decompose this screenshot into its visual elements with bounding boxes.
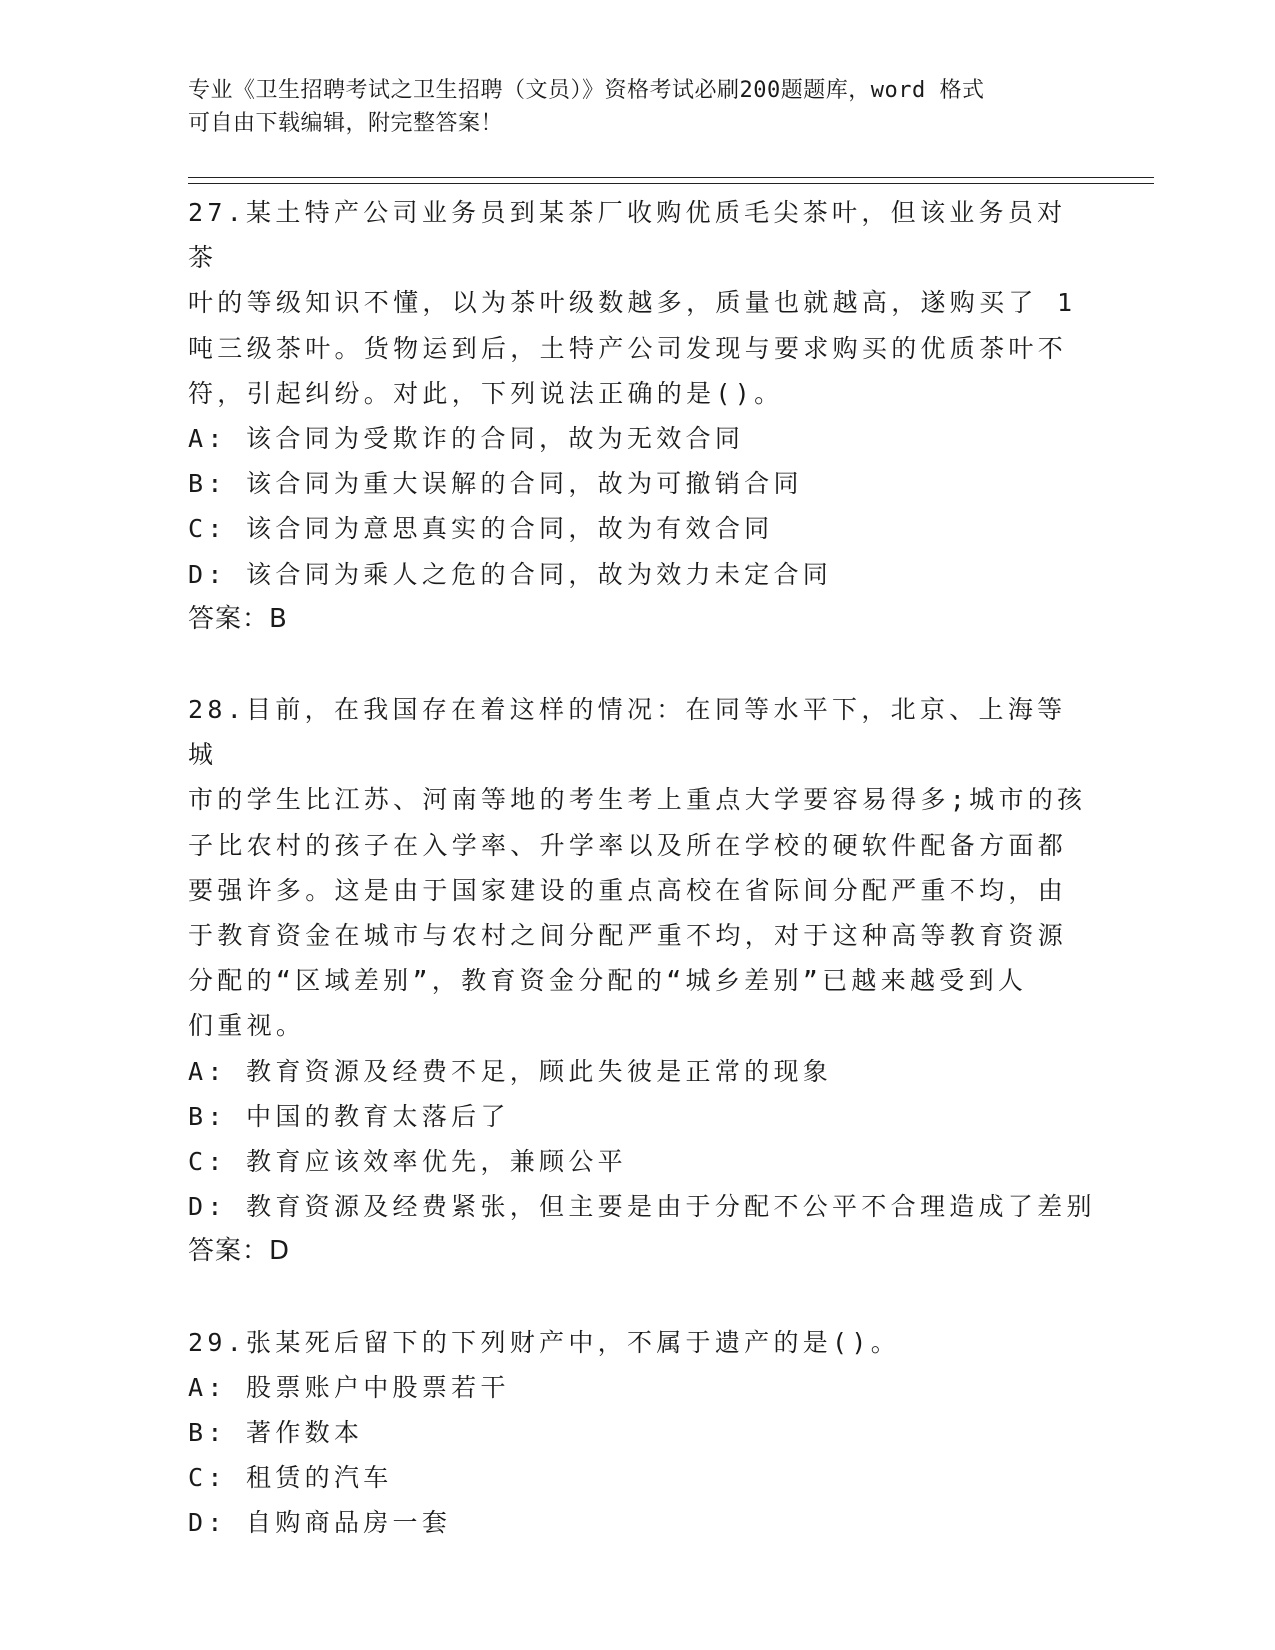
option-a: A: 股票账户中股票若干 (188, 1372, 510, 1402)
option-c: C: 该合同为意思真实的合同，故为有效合同 (188, 514, 774, 544)
answer: 答案：B (188, 603, 288, 634)
option-b: B: 著作数本 (188, 1418, 364, 1448)
option-a: A: 该合同为受欺诈的合同，故为无效合同 (188, 424, 745, 454)
header-rule-bottom (188, 183, 1154, 184)
header-rule-top (188, 177, 1154, 178)
stem-line: 分配的“区域差别”，教育资金分配的“城乡差别”已越来越受到人 (188, 966, 1028, 996)
option-d: D: 教育资源及经费紧张，但主要是由于分配不公平不合理造成了差别 (188, 1192, 1096, 1222)
question-stem (188, 1320, 1088, 1365)
stem-line: 子比农村的孩子在入学率、升学率以及所在学校的硬软件配备方面都 (188, 830, 1068, 860)
option-d: D: 该合同为乘人之危的合同，故为效力未定合同 (188, 559, 833, 589)
question-spacer (188, 642, 1088, 687)
stem-line: 28.目前，在我国存在着这样的情况：在同等水平下，北京、上海等城 (188, 695, 1067, 770)
option-b: B: 该合同为重大误解的合同，故为可撤销合同 (188, 469, 803, 499)
question-spacer (188, 1275, 1088, 1320)
stem-line: 吨三级茶叶。货物运到后，土特产公司发现与要求购买的优质茶叶不 (188, 333, 1068, 363)
stem-line: 们重视。 (188, 1011, 306, 1041)
question-29 (188, 1320, 1088, 1546)
option-a: A: 教育资源及经费不足，顾此失彼是正常的现象 (188, 1056, 833, 1086)
option-d: D: 自购商品房一套 (188, 1508, 452, 1538)
stem-line: 29.张某死后留下的下列财产中，不属于遗产的是()。 (188, 1327, 901, 1357)
header-line-1: 专业《卫生招聘考试之卫生招聘（文员）》资格考试必刷200题题库，word 格式 (188, 78, 985, 103)
question-stem (188, 687, 1088, 1049)
stem-line: 27.某土特产公司业务员到某茶厂收购优质毛尖茶叶，但该业务员对茶 (188, 198, 1067, 273)
option-b: B: 中国的教育太落后了 (188, 1101, 510, 1131)
option-c: C: 教育应该效率优先，兼顾公平 (188, 1147, 627, 1177)
question-stem (188, 190, 1088, 416)
question-list (188, 190, 1096, 1546)
stem-line: 要强许多。这是由于国家建设的重点高校在省际间分配严重不均，由 (188, 875, 1068, 905)
document-header (188, 74, 1068, 140)
stem-line: 符，引起纠纷。对此，下列说法正确的是()。 (188, 378, 784, 408)
header-line-2: 可自由下载编辑，附完整答案！ (188, 111, 504, 136)
option-c: C: 租赁的汽车 (188, 1463, 393, 1493)
stem-line: 市的学生比江苏、河南等地的考生考上重点大学要容易得多;城市的孩 (188, 785, 1087, 815)
stem-line: 叶的等级知识不懂，以为茶叶级数越多，质量也就越高，遂购买了 1 (188, 288, 1077, 318)
question-28 (188, 687, 1096, 1275)
stem-line: 于教育资金在城市与农村之间分配严重不均，对于这种高等教育资源 (188, 921, 1068, 951)
answer: 答案：D (188, 1236, 291, 1267)
question-27 (188, 190, 1088, 642)
